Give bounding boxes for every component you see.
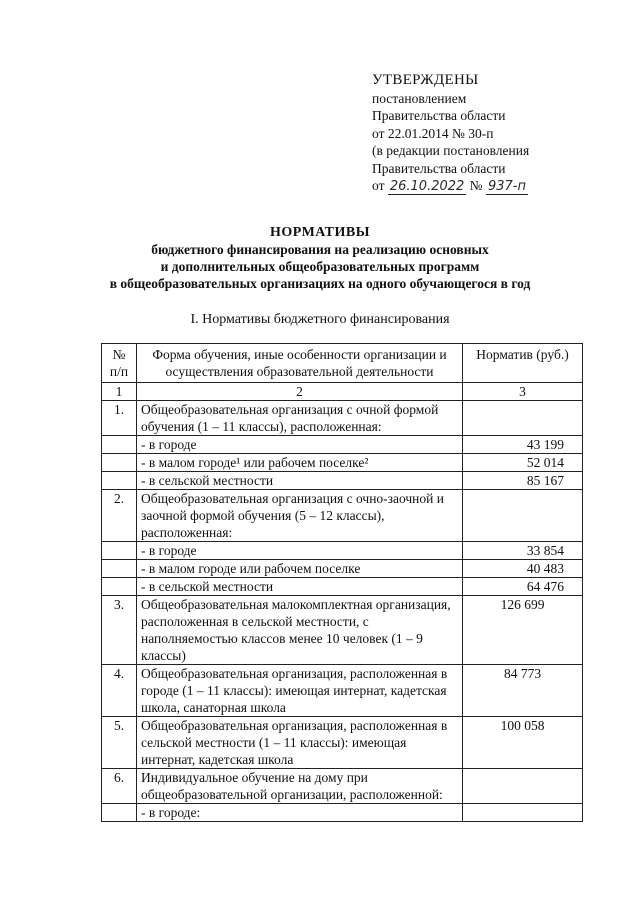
col-number: 2: [137, 383, 463, 401]
section-title: I. Нормативы бюджетного финансирования: [190, 312, 450, 327]
row-description: - в городе: [137, 542, 463, 560]
row-norm-value: 64 476: [463, 578, 583, 596]
header-form: Форма обучения, иные особенности организации и осуществления образовательной деятельности: [137, 344, 463, 383]
row-description: - в сельской местности: [137, 472, 463, 490]
row-number: [102, 542, 137, 560]
table-row: [102, 769, 583, 804]
header-num: № п/п: [102, 344, 137, 383]
col-number: 1: [102, 383, 137, 401]
row-norm-value: 126 699: [463, 596, 583, 665]
row-number: [102, 578, 137, 596]
table-row: [102, 401, 583, 436]
row-description: - в малом городе или рабочем поселке: [137, 560, 463, 578]
row-number: 4.: [102, 665, 137, 717]
col-number: 3: [463, 383, 583, 401]
handwritten-number: 937-п: [487, 179, 526, 194]
table-row: [102, 454, 583, 472]
table-row: [102, 560, 583, 578]
row-number: 6.: [102, 769, 137, 804]
row-description: Общеобразовательная организация, расположенная в городе (1 – 11 классы): имеющая интернат, кадетская школа, санаторная школа: [137, 665, 463, 717]
approved-line: постановлением: [372, 90, 467, 106]
approved-line: Правительства области: [372, 160, 506, 176]
row-number: 1.: [102, 401, 137, 436]
title-main: НОРМАТИВЫ: [270, 225, 370, 240]
row-norm-value: 33 854: [463, 542, 583, 560]
row-description: Индивидуальное обучение на дому при общеобразовательной организации, расположенной:: [137, 769, 463, 804]
table-row: [102, 472, 583, 490]
approved-line: Правительства области: [372, 108, 506, 123]
row-norm-value: 84 773: [463, 665, 583, 717]
row-number: 5.: [102, 717, 137, 769]
row-norm-value: 52 014: [463, 454, 583, 472]
row-norm-value: [463, 769, 583, 804]
row-number: [102, 436, 137, 454]
row-number: [102, 472, 137, 490]
header-norm: Норматив (руб.): [463, 344, 583, 383]
handwritten-date: 26.10.2022: [389, 179, 465, 194]
row-description: Общеобразовательная организация, расположенная в сельской местности (1 – 11 классы): имеющая интернат, кадетская школа: [137, 717, 463, 769]
row-description: Общеобразовательная организация с очной формой обучения (1 – 11 классы), расположенная:: [137, 401, 463, 436]
table-row: [102, 490, 583, 542]
title-line: в общеобразовательных организациях на одного обучающегося в год: [109, 276, 531, 291]
row-norm-value: [463, 490, 583, 542]
from-prefix: от: [372, 178, 385, 193]
row-description: - в сельской местности: [137, 578, 463, 596]
row-description: - в малом городе¹ или рабочем поселке²: [137, 454, 463, 472]
normatives-table: [101, 343, 583, 822]
approved-line: от 22.01.2014 № 30-п: [372, 125, 494, 141]
row-norm-value: [463, 804, 583, 822]
table-row: [102, 717, 583, 769]
row-description: - в городе:: [137, 804, 463, 822]
row-description: Общеобразовательная организация с очно-заочной и заочной формой обучения (5 – 12 классы), расположенная:: [137, 490, 463, 542]
table-header-row: [102, 344, 583, 383]
row-norm-value: 100 058: [463, 717, 583, 769]
approved-heading: УТВЕРЖДЕНЫ: [372, 72, 479, 88]
approved-line: (в редакции постановления: [372, 143, 530, 158]
table-row: [102, 542, 583, 560]
table-row: [102, 665, 583, 717]
row-norm-value: [463, 401, 583, 436]
row-number: [102, 454, 137, 472]
table-row: [102, 596, 583, 665]
row-number: 2.: [102, 490, 137, 542]
title-line: и дополнительных общеобразовательных программ: [160, 259, 480, 274]
title-line: бюджетного финансирования на реализацию основных: [151, 242, 489, 257]
approval-stamp-block: [372, 72, 529, 195]
table-row: [102, 578, 583, 596]
document-title: [0, 224, 640, 292]
revision-line: [372, 177, 529, 195]
row-norm-value: 85 167: [463, 472, 583, 490]
row-number: [102, 804, 137, 822]
column-numbers-row: [102, 383, 583, 401]
row-norm-value: 40 483: [463, 560, 583, 578]
row-description: - в городе: [137, 436, 463, 454]
table-row: [102, 436, 583, 454]
row-number: 3.: [102, 596, 137, 665]
row-norm-value: 43 199: [463, 436, 583, 454]
table-row: [102, 804, 583, 822]
number-sign: №: [469, 178, 483, 193]
row-description: Общеобразовательная малокомплектная организация, расположенная в сельской местности, с наполняемостью классов менее 10 человек (1 – 9 классы): [137, 596, 463, 665]
row-number: [102, 560, 137, 578]
